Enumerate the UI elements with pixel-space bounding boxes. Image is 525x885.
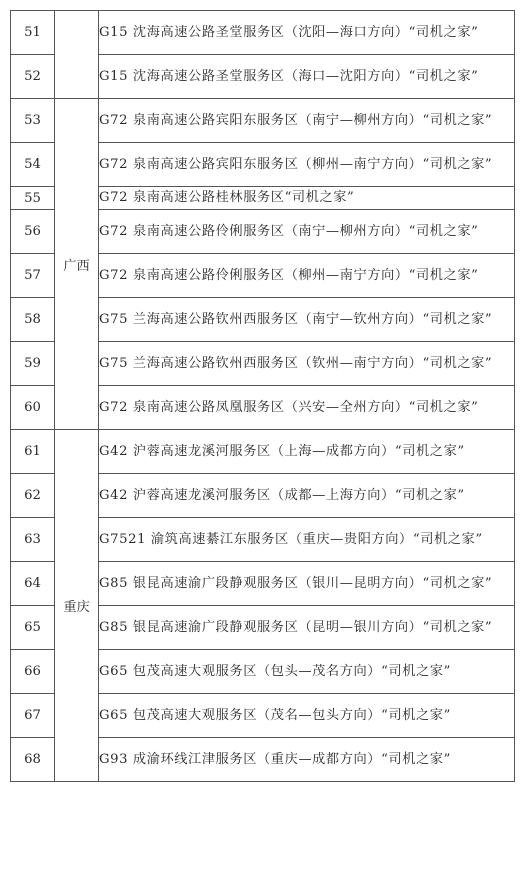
row-number: 54	[11, 143, 55, 187]
row-number: 67	[11, 694, 55, 738]
row-number: 66	[11, 650, 55, 694]
service-area-name: G7521 渝筑高速綦江东服务区（重庆—贵阳方向）“司机之家”	[99, 518, 515, 562]
row-number: 64	[11, 562, 55, 606]
table-row	[11, 11, 515, 55]
row-number: 58	[11, 298, 55, 342]
service-area-name: G85 银昆高速渝广段静观服务区（昆明—银川方向）“司机之家”	[99, 606, 515, 650]
row-number: 60	[11, 386, 55, 430]
service-area-name: G72 泉南高速公路伶俐服务区（柳州—南宁方向）“司机之家”	[99, 254, 515, 298]
service-area-name: G65 包茂高速大观服务区（包头—茂名方向）“司机之家”	[99, 650, 515, 694]
row-number: 52	[11, 55, 55, 99]
service-area-table	[10, 10, 515, 782]
row-number: 57	[11, 254, 55, 298]
row-number: 59	[11, 342, 55, 386]
row-number: 53	[11, 99, 55, 143]
row-number: 68	[11, 738, 55, 782]
service-area-name: G65 包茂高速大观服务区（茂名—包头方向）“司机之家”	[99, 694, 515, 738]
table-row	[11, 430, 515, 474]
service-area-name: G15 沈海高速公路圣堂服务区（海口—沈阳方向）“司机之家”	[99, 55, 515, 99]
service-area-name: G75 兰海高速公路钦州西服务区（南宁—钦州方向）“司机之家”	[99, 298, 515, 342]
service-area-name: G72 泉南高速公路凤凰服务区（兴安—全州方向）“司机之家”	[99, 386, 515, 430]
service-area-name: G72 泉南高速公路伶俐服务区（南宁—柳州方向）“司机之家”	[99, 210, 515, 254]
row-number: 51	[11, 11, 55, 55]
row-number: 63	[11, 518, 55, 562]
service-area-name: G75 兰海高速公路钦州西服务区（钦州—南宁方向）“司机之家”	[99, 342, 515, 386]
service-area-name: G72 泉南高速公路宾阳东服务区（南宁—柳州方向）“司机之家”	[99, 99, 515, 143]
table-row	[11, 99, 515, 143]
service-area-name: G15 沈海高速公路圣堂服务区（沈阳—海口方向）“司机之家”	[99, 11, 515, 55]
row-number: 56	[11, 210, 55, 254]
province-cell	[55, 11, 99, 99]
row-number: 61	[11, 430, 55, 474]
row-number: 65	[11, 606, 55, 650]
province-cell: 广西	[55, 99, 99, 430]
province-cell: 重庆	[55, 430, 99, 782]
service-area-name: G93 成渝环线江津服务区（重庆—成都方向）“司机之家”	[99, 738, 515, 782]
service-area-name: G72 泉南高速公路宾阳东服务区（柳州—南宁方向）“司机之家”	[99, 143, 515, 187]
row-number: 62	[11, 474, 55, 518]
service-area-name: G42 沪蓉高速龙溪河服务区（上海—成都方向）“司机之家”	[99, 430, 515, 474]
row-number: 55	[11, 187, 55, 210]
service-area-name: G42 沪蓉高速龙溪河服务区（成都—上海方向）“司机之家”	[99, 474, 515, 518]
service-area-name: G85 银昆高速渝广段静观服务区（银川—昆明方向）“司机之家”	[99, 562, 515, 606]
service-area-name: G72 泉南高速公路桂林服务区“司机之家”	[99, 187, 515, 210]
